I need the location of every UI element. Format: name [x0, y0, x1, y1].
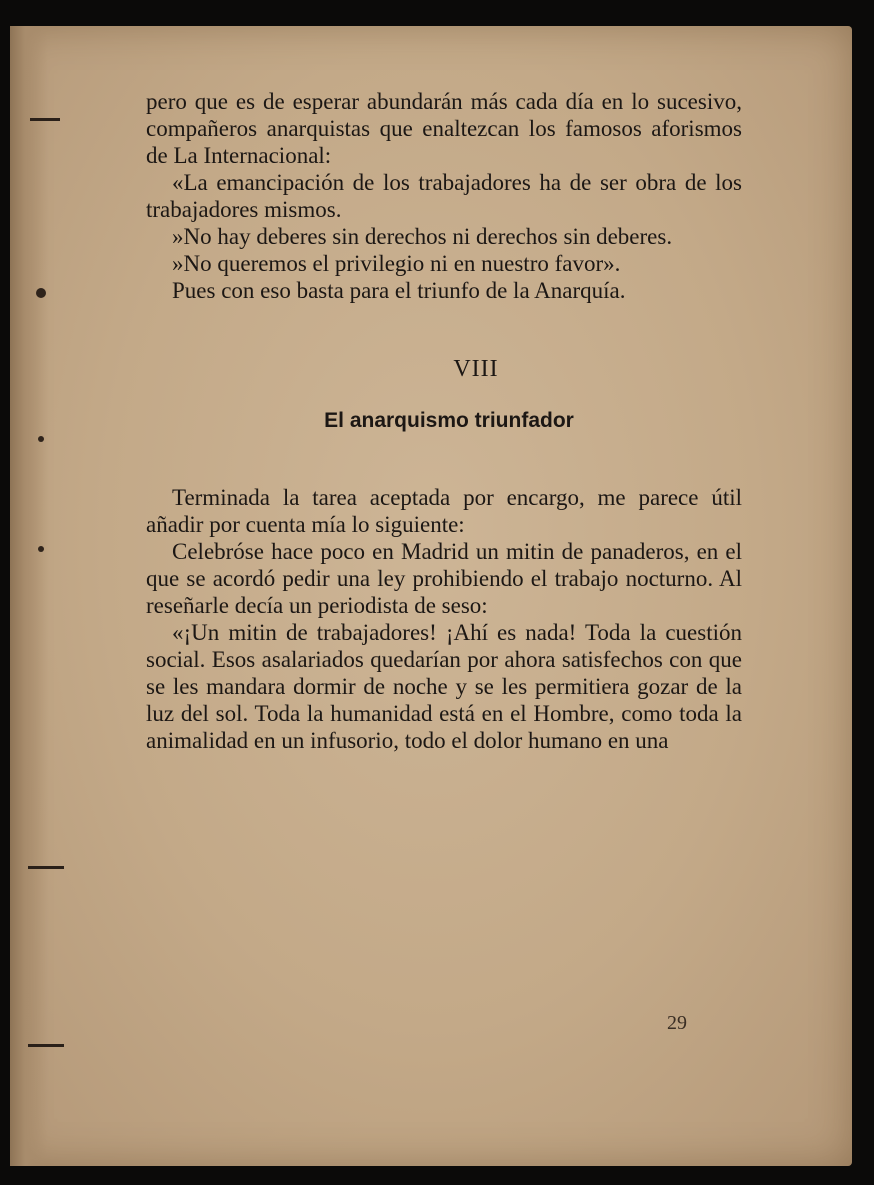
paragraph: Pues con eso basta para el triunfo de la Anarquía.	[172, 278, 626, 303]
paragraph: «La emancipación de los trabajadores ha de ser obra de los trabajadores mismos.	[146, 170, 742, 222]
paragraph: Celebróse hace poco en Madrid un mitin de panaderos, en el que se acordó pedir una ley prohibiendo el trabajo nocturno. Al reseñarle decía un periodista de seso:	[146, 539, 742, 618]
paragraph: »No queremos el privilegio ni en nuestro favor».	[172, 251, 621, 276]
paragraph: »No hay deberes sin derechos ni derechos sin deberes.	[172, 224, 673, 249]
section-spacer	[146, 434, 742, 484]
binding-hole-mark	[38, 436, 44, 442]
book-page	[10, 26, 852, 1166]
paragraph: «¡Un mitin de trabajadores! ¡Ahí es nada! Toda la cuestión social. Esos asalariados quedarían por ahora satisfechos con que se les mandara dormir de noche y se les permitiera gozar de la luz del sol. Toda la humanidad está en el Hombre, como toda la animalidad en un infusorio, todo el dolor humano en una	[146, 620, 742, 753]
paragraph: pero que es de esperar abundarán más cada día en lo sucesivo, compañeros anarquistas que enaltezcan los famosos aforismos de La Internacional:	[146, 89, 742, 168]
binding-thread-mark	[28, 866, 64, 869]
binding-thread-mark	[30, 118, 60, 121]
paragraph: Terminada la tarea aceptada por encargo, me parece útil añadir por cuenta mía lo siguiente:	[146, 485, 742, 537]
chapter-number: VIII	[453, 356, 499, 382]
page-binding-edge	[10, 26, 48, 1166]
section-spacer	[146, 304, 742, 356]
binding-thread-mark	[28, 1044, 64, 1047]
chapter-title: El anarquismo triunfador	[324, 409, 574, 432]
binding-hole-mark	[38, 546, 44, 552]
page-number: 29	[667, 1012, 687, 1034]
page-text	[146, 88, 742, 754]
binding-hole-mark	[36, 288, 46, 298]
